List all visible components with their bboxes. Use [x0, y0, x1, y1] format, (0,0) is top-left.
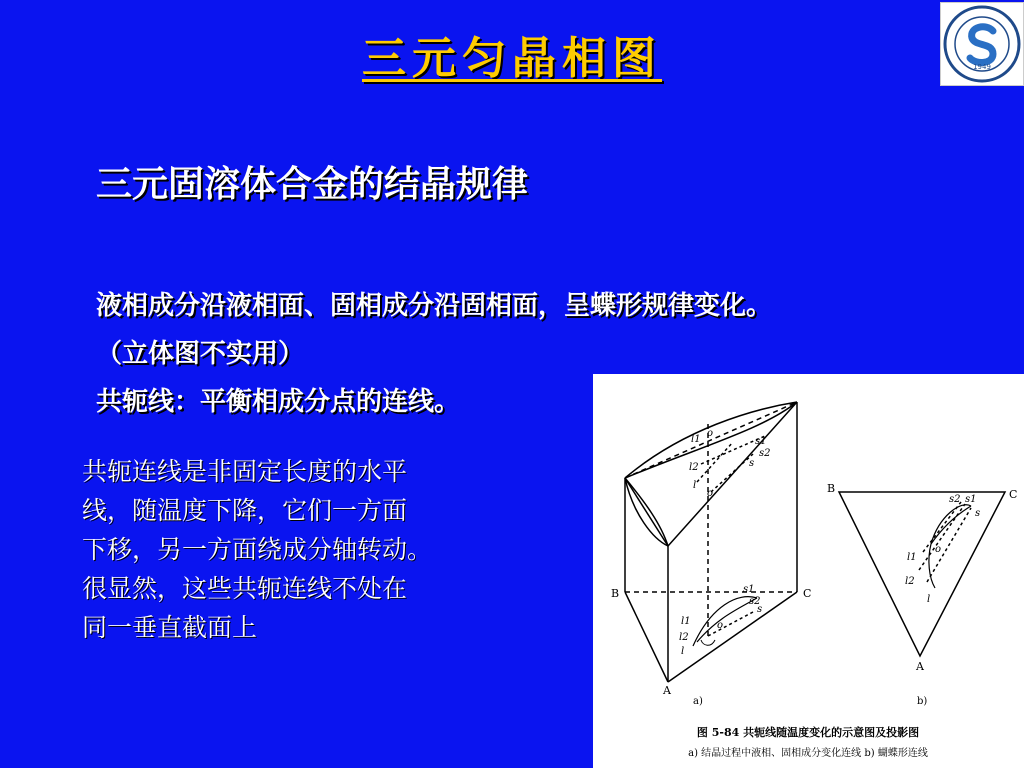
vertex-a-label: A: [663, 684, 671, 697]
body-line-2: （立体图不实用）: [96, 339, 305, 369]
label-s2-bottom: s2: [749, 596, 761, 607]
proj-vertex-a-label: A: [916, 660, 924, 673]
label-o-top: o: [707, 428, 714, 439]
logo-year: 1949: [973, 63, 991, 71]
label-l1-top: l1: [691, 434, 701, 445]
label-l2-top: l2: [689, 462, 699, 473]
proj-vertex-b-label: B: [827, 482, 836, 495]
prism-diagram: [625, 402, 797, 682]
university-seal-icon: [940, 2, 1024, 86]
proj-label-s2: s2: [949, 494, 961, 505]
slide-title: 三元匀晶相图: [362, 33, 662, 84]
label-s-bottom: s: [757, 604, 763, 615]
label-l-bottom: l: [681, 646, 685, 657]
vertex-c-label: C: [803, 587, 812, 600]
proj-label-s1: s1: [965, 494, 977, 505]
explanation-paragraph: [82, 452, 562, 647]
vertex-b-label: B: [611, 587, 620, 600]
label-s-top: s: [749, 458, 755, 469]
label-l-top: l: [693, 480, 697, 491]
label-o-bottom: o: [717, 620, 724, 631]
proj-label-s: s: [975, 508, 981, 519]
paragraph-line: 线，随温度下降，它们一方面: [82, 496, 408, 525]
figure-caption: 图 5-84 共轭线随温度变化的示意图及投影图: [696, 726, 920, 739]
body-line-1: 液相成分沿液相面、固相成分沿固相面，呈蝶形规律变化。: [96, 291, 773, 321]
proj-label-l2: l2: [905, 576, 915, 587]
proj-label-l1: l1: [907, 552, 917, 563]
section-heading: 三元固溶体合金的结晶规律: [96, 163, 529, 205]
label-o-mid: o: [707, 488, 714, 499]
label-s1-bottom: s1: [743, 584, 755, 595]
phase-diagram-figure: [593, 374, 1024, 768]
paragraph-line: 同一垂直截面上: [82, 613, 258, 642]
figure-subcaption: a) 结晶过程中液相、固相成分变化连线 b) 蝴蝶形连线: [688, 748, 928, 759]
label-l2-bottom: l2: [679, 632, 689, 643]
subfigure-b-label: b): [917, 696, 928, 707]
body-line-3: 共轭线：平衡相成分点的连线。: [96, 387, 461, 417]
paragraph-line: 很显然，这些共轭连线不处在: [82, 574, 408, 603]
paragraph-line: 下移，另一方面绕成分轴转动。: [82, 535, 433, 564]
proj-label-o: o: [935, 544, 942, 555]
proj-vertex-c-label: C: [1009, 488, 1018, 501]
label-s2-top: s2: [759, 448, 771, 459]
subfigure-a-label: a): [693, 696, 703, 707]
paragraph-line: 共轭连线是非固定长度的水平: [82, 457, 408, 486]
label-l1-bottom: l1: [681, 616, 691, 627]
proj-label-l: l: [927, 594, 931, 605]
label-s1-top: s1: [755, 436, 767, 447]
